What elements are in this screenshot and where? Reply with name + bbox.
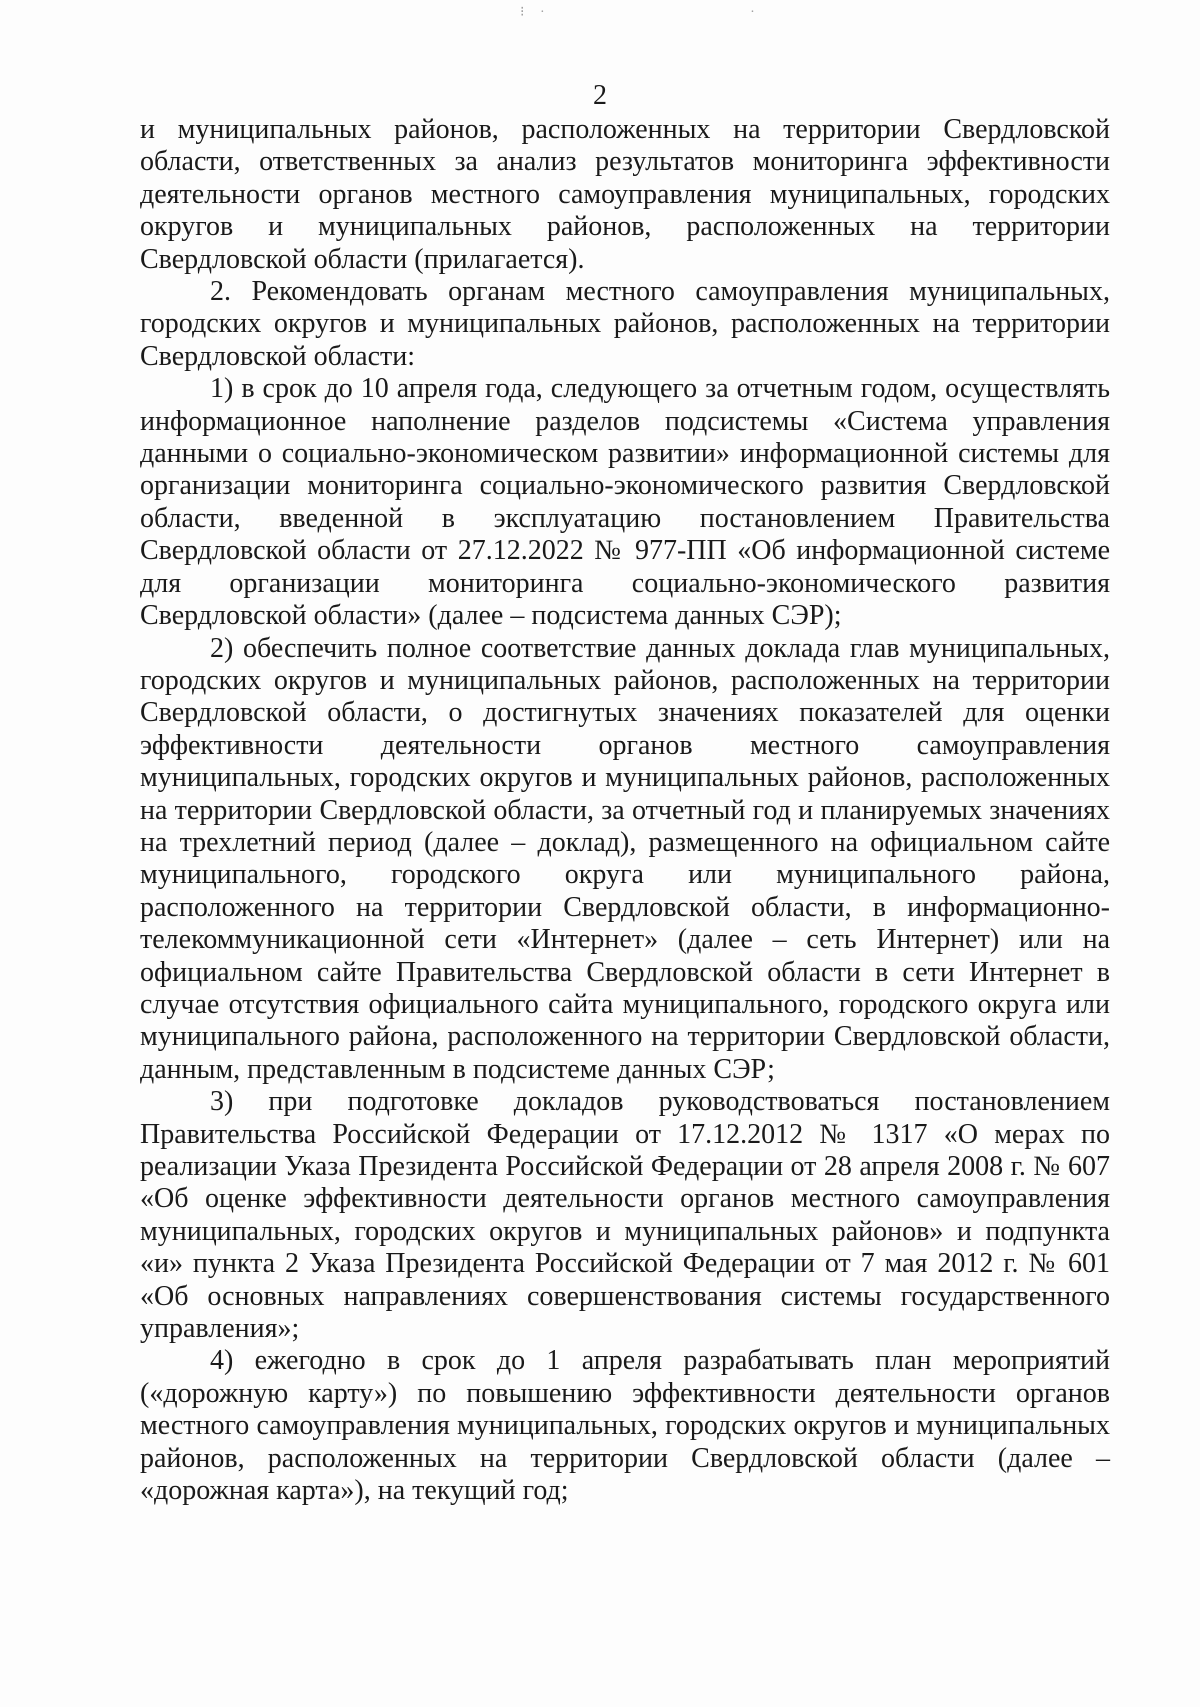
paragraph-subitem-2: 2) обеспечить полное соответствие данных доклада глав муниципальных, городских округов и муниципальных районов, расположенных на территории Свердловской области, о достигнутых значениях показателей для оценки эффективности деятельности органов местного самоуправления муниципальных, городских округов и муниципальных районов, расположенных на территории Свердловской области, за отчетный год и планируемых значениях на трехлетний период (далее – доклад), размещенного на официальном сайте муниципального, городского округа или муниципального района, расположенного на территории Свердловской области, в информационно-телекоммуникационной сети «Интернет» (далее – сеть Интернет) или на официальном сайте Правительства Свердловской области в сети Интернет в случае отсутствия официального сайта муниципального, городского округа или муниципального района, расположенного на территории Свердловской области, данным, представленным в подсистеме данных СЭР;: [140, 632, 1110, 1085]
paragraph-subitem-4: 4) ежегодно в срок до 1 апреля разрабатывать план мероприятий («дорожную карту») по повышению эффективности деятельности органов местного самоуправления муниципальных, городских округов и муниципальных районов, расположенных на территории Свердловской области (далее – «дорожная карта»), на текущий год;: [140, 1345, 1110, 1507]
document-body: [140, 114, 1110, 1507]
paragraph-subitem-1: 1) в срок до 10 апреля года, следующего за отчетным годом, осуществлять информационное наполнение разделов подсистемы «Система управления данными о социально-экономическом развитии» информационной системы для организации мониторинга социально-экономического развития Свердловской области, введенной в эксплуатацию постановлением Правительства Свердловской области от 27.12.2022 № 977-ПП «Об информационной системе для организации мониторинга социально-экономического развития Свердловской области» (далее – подсистема данных СЭР);: [140, 373, 1110, 632]
paragraph-subitem-3: 3) при подготовке докладов руководствоваться постановлением Правительства Российской Федерации от 17.12.2012 № 1317 «О мерах по реализации Указа Президента Российской Федерации от 28 апреля 2008 г. № 607 «Об оценке эффективности деятельности органов местного самоуправления муниципальных, городских округов и муниципальных районов» и подпункта «и» пункта 2 Указа Президента Российской Федерации от 7 мая 2012 г. № 601 «Об основных направлениях совершенствования системы государственного управления»;: [140, 1086, 1110, 1345]
page-number: 2: [593, 80, 607, 111]
scan-artifact: ⁝ · ·: [520, 5, 761, 20]
paragraph-continuation: и муниципальных районов, расположенных на территории Свердловской области, ответственных за анализ результатов мониторинга эффективности деятельности органов местного самоуправления муниципальных, городских округов и муниципальных районов, расположенных на территории Свердловской области (прилагается).: [140, 114, 1110, 275]
paragraph-item-2: 2. Рекомендовать органам местного самоуправления муниципальных, городских округов и муниципальных районов, расположенных на территории Свердловской области:: [140, 276, 1110, 372]
